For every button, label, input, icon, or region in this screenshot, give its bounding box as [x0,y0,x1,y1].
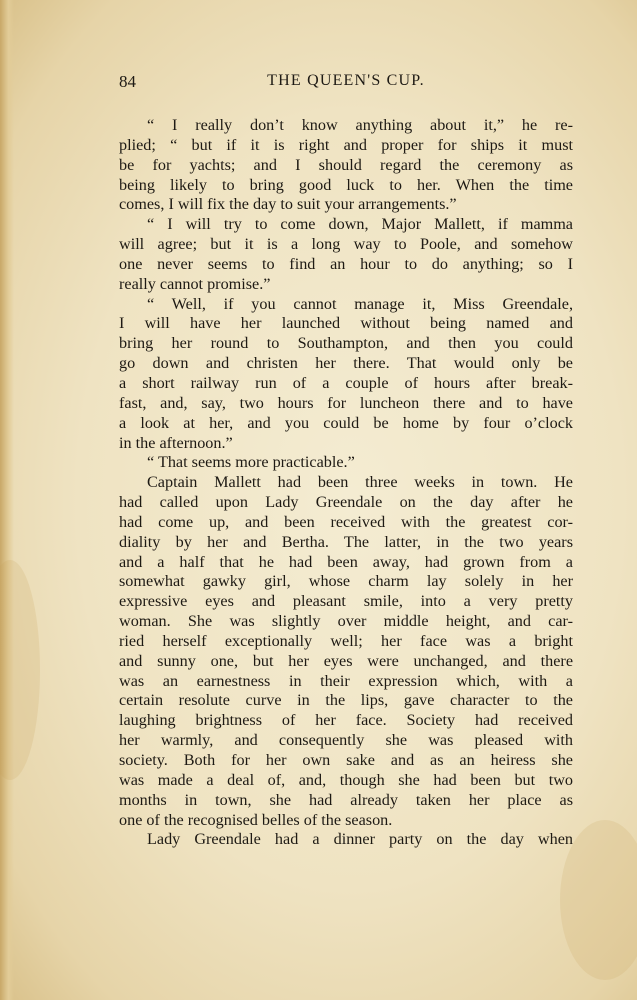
text-line: months in town, she had already taken her place as [119,790,573,809]
text-line: comes, I will fix the day to suit your arrangements.” [119,195,457,214]
text-line: “ That seems more practicable.” [147,453,355,472]
running-title: THE QUEEN'S CUP. [267,72,425,89]
text-line: fast, and, say, two hours for luncheon there and to have [119,393,573,412]
text-line: society. Both for her own sake and as an heiress she [119,751,573,769]
text-line: being likely to bring good luck to her. When the time [119,175,573,194]
paper-stain [0,560,40,780]
text-line: diality by her and Bertha. The latter, in the two years [119,532,573,551]
page-header [119,72,573,98]
text-line: Lady Greendale had a dinner party on the day when [147,830,573,849]
text-line: I will have her launched without being named and [119,314,573,333]
text-line: expressive eyes and pleasant smile, into a very pretty [119,592,573,611]
page-binding-edge [0,0,14,1000]
text-line: plied; “ but if it is right and proper for ships it must [119,135,573,154]
body-text [119,116,573,850]
text-line: was an earnestness in their expression which, with a [119,671,573,690]
text-line: certain resolute curve in the lips, gave character to the [119,691,573,710]
page-number: 84 [119,72,136,91]
text-line: and sunny one, but her eyes were unchanged, and there [119,651,573,670]
text-line: had come up, and been received with the greatest cor- [119,512,573,531]
text-line: her warmly, and consequently she was pleased with [119,731,573,750]
text-line: go down and christen her there. That would only be [119,354,573,373]
text-line: a look at her, and you could be home by four o’clock [119,413,573,432]
text-line: Captain Mallett had been three weeks in town. He [147,473,573,492]
text-line: “ Well, if you cannot manage it, Miss Greendale, [147,294,573,313]
text-line: be for yachts; and I should regard the ceremony as [119,155,573,174]
text-line: bring her round to Southampton, and then you could [119,334,573,353]
text-line: really cannot promise.” [119,274,271,293]
text-line: “ I really don’t know anything about it,” he re- [147,116,573,134]
text-line: and a half that he had been away, had grown from a [119,552,573,571]
text-line: in the afternoon.” [119,433,233,452]
text-line: somewhat gawky girl, whose charm lay solely in her [119,572,573,591]
text-line: had called upon Lady Greendale on the day after he [119,493,573,512]
text-line: one never seems to find an hour to do anything; so I [119,254,573,273]
text-line: woman. She was slightly over middle height, and car- [119,612,573,631]
text-line: laughing brightness of her face. Society had received [119,711,573,730]
text-line: was made a deal of, and, though she had been but two [119,770,573,789]
text-line: “ I will try to come down, Major Mallett, if mamma [147,215,573,234]
text-line: will agree; but it is a long way to Poole, and somehow [119,235,573,254]
text-line: a short railway run of a couple of hours after break- [119,373,573,392]
text-line: ried herself exceptionally well; her face was a bright [119,631,573,650]
text-line: one of the recognised belles of the season. [119,810,393,829]
